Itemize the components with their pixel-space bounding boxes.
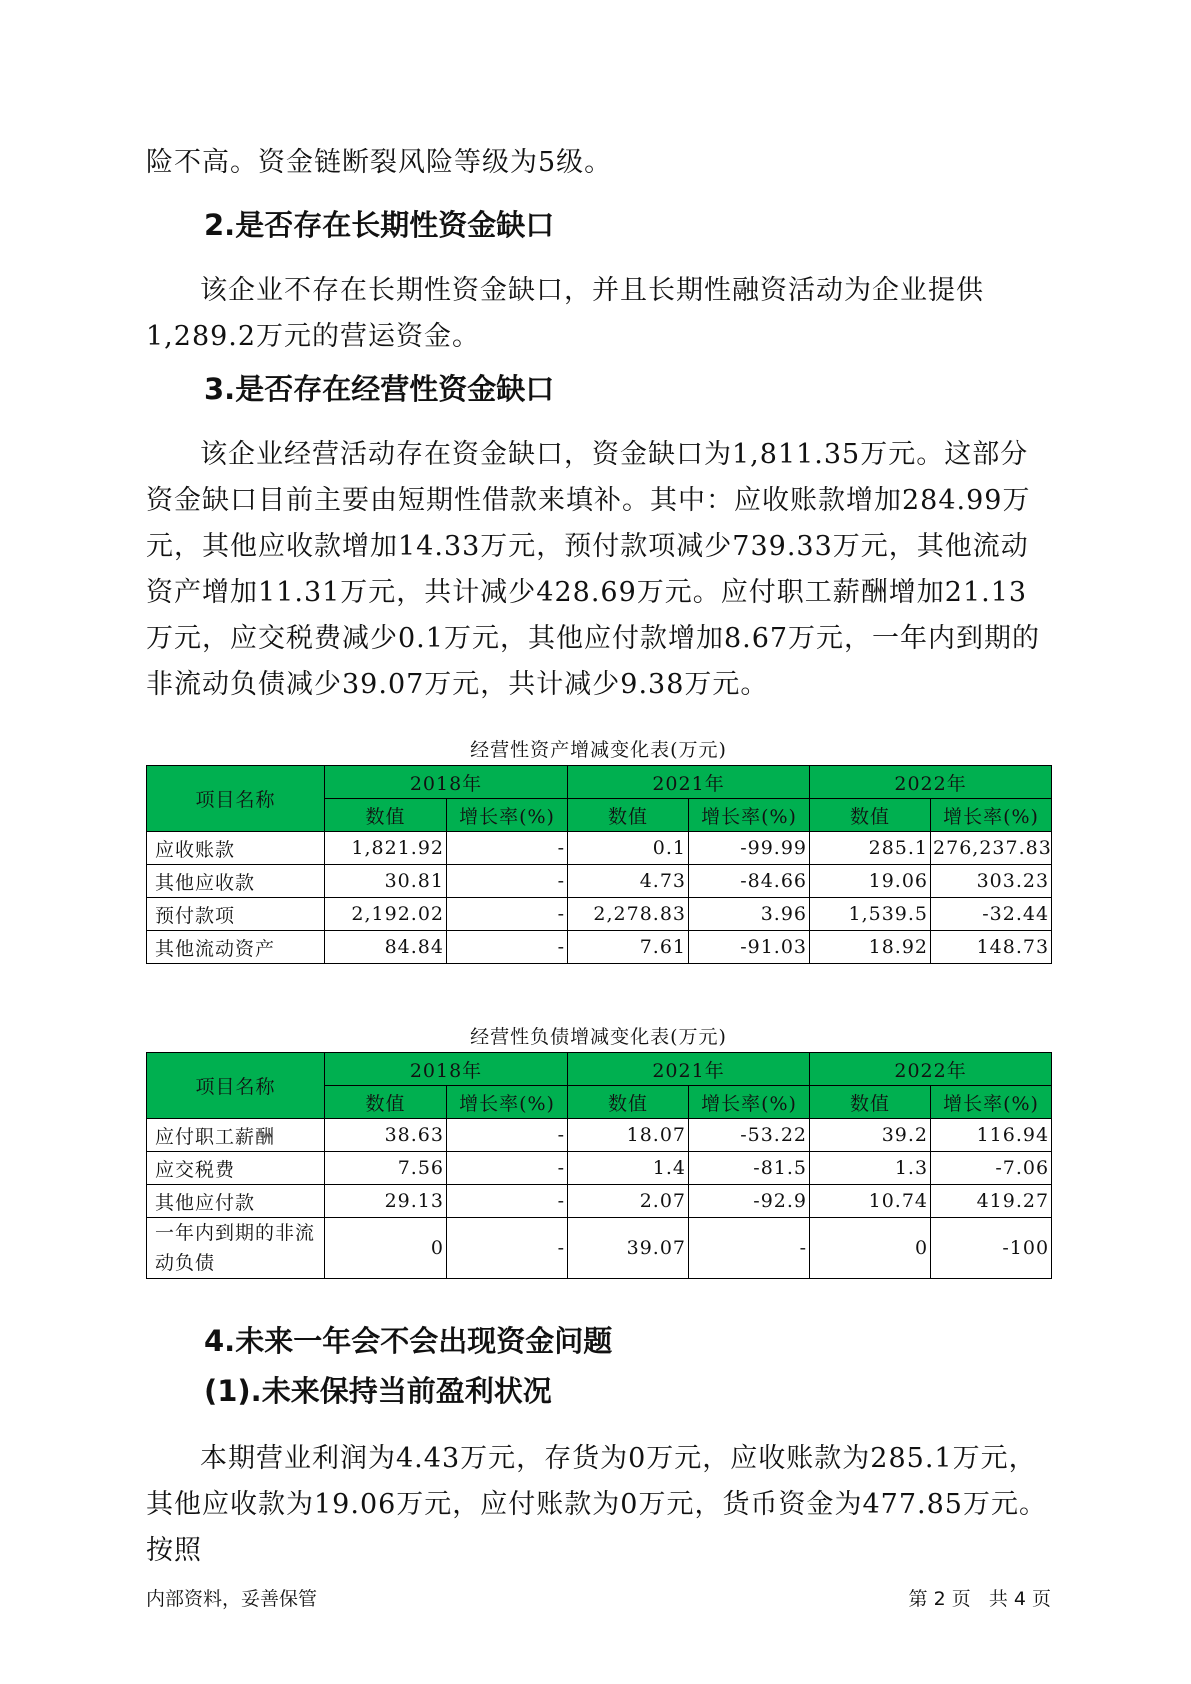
row-name: 其他应收款 <box>147 865 325 898</box>
row-name: 应交税费 <box>147 1152 325 1185</box>
cell: 19.06 <box>810 865 931 898</box>
row-name: 其他应付款 <box>147 1185 325 1218</box>
cell: - <box>447 898 568 931</box>
cell: -53.22 <box>689 1119 810 1152</box>
table-row <box>147 832 1052 865</box>
table2-caption: 经营性负债增减变化表(万元) <box>470 1026 727 1048</box>
cell: - <box>447 832 568 865</box>
cell: -92.9 <box>689 1185 810 1218</box>
paragraph-2: 该企业不存在长期性资金缺口，并且长期性融资活动为企业提供1,289.2万元的营运资金。 <box>146 275 984 352</box>
cell: -7.06 <box>931 1152 1052 1185</box>
row-name: 应付职工薪酬 <box>147 1119 325 1152</box>
growth-header: 增长率(%) <box>689 1086 810 1119</box>
heading-4: 4.未来一年会不会出现资金问题 <box>204 1324 613 1358</box>
table-row <box>147 931 1052 964</box>
year-header: 2018年 <box>325 1053 568 1086</box>
cell: 1.3 <box>810 1152 931 1185</box>
value-header: 数值 <box>568 1086 689 1119</box>
table-row <box>147 898 1052 931</box>
cell: -84.66 <box>689 865 810 898</box>
cell: 30.81 <box>325 865 447 898</box>
cell: 0.1 <box>568 832 689 865</box>
row-name: 一年内到期的非流动负债 <box>147 1218 325 1279</box>
cell: 29.13 <box>325 1185 447 1218</box>
value-header: 数值 <box>810 799 931 832</box>
cell: 7.56 <box>325 1152 447 1185</box>
cell: 4.73 <box>568 865 689 898</box>
year-header: 2022年 <box>810 1053 1052 1086</box>
heading-4-1: (1).未来保持当前盈利状况 <box>204 1374 552 1408</box>
cell: 0 <box>810 1218 931 1279</box>
asset-change-table <box>146 765 1052 964</box>
value-header: 数值 <box>325 799 447 832</box>
cell: -32.44 <box>931 898 1052 931</box>
cell: -99.99 <box>689 832 810 865</box>
growth-header: 增长率(%) <box>689 799 810 832</box>
growth-header: 增长率(%) <box>931 1086 1052 1119</box>
paragraph-4: 本期营业利润为4.43万元，存货为0万元，应收账款为285.1万元，其他应收款为19.06万元，应付账款为0万元，货币资金为477.85万元。按照 <box>146 1443 1047 1566</box>
paragraph-intro: 险不高。资金链断裂风险等级为5级。 <box>146 147 613 178</box>
growth-header: 增长率(%) <box>447 1086 568 1119</box>
cell: - <box>447 1218 568 1279</box>
table1-caption: 经营性资产增减变化表(万元) <box>470 739 727 761</box>
cell: 39.07 <box>568 1218 689 1279</box>
growth-header: 增长率(%) <box>447 799 568 832</box>
row-name: 预付款项 <box>147 898 325 931</box>
heading-2: 2.是否存在长期性资金缺口 <box>204 208 555 242</box>
paragraph-3: 该企业经营活动存在资金缺口，资金缺口为1,811.35万元。这部分资金缺口目前主要由短期性借款来填补。其中：应收账款增加284.99万元，其他应收款增加14.33万元，预付款项减少739.33万元，其他流动资产增加11.31万元，共计减少428.69万元。应付职工薪酬增加21.13万元，应交税费减少0.1万元，其他应付款增加8.67万元，一年内到期的非流动负债减少39.07万元，共计减少9.38万元。 <box>146 439 1041 700</box>
footer-confidential: 内部资料，妥善保管 <box>146 1588 318 1610</box>
cell: 84.84 <box>325 931 447 964</box>
cell: 7.61 <box>568 931 689 964</box>
cell: -91.03 <box>689 931 810 964</box>
table-row <box>147 865 1052 898</box>
table-row <box>147 1119 1052 1152</box>
cell: 419.27 <box>931 1185 1052 1218</box>
cell: 10.74 <box>810 1185 931 1218</box>
cell: - <box>447 1185 568 1218</box>
cell: -100 <box>931 1218 1052 1279</box>
cell: - <box>447 1152 568 1185</box>
item-name-header: 项目名称 <box>147 1053 325 1119</box>
table-row <box>147 1185 1052 1218</box>
cell: - <box>447 1119 568 1152</box>
heading-3: 3.是否存在经营性资金缺口 <box>204 372 555 406</box>
cell: 0 <box>325 1218 447 1279</box>
value-header: 数值 <box>325 1086 447 1119</box>
year-header: 2021年 <box>568 766 810 799</box>
item-name-header: 项目名称 <box>147 766 325 832</box>
footer-page-number: 第 2 页 共 4 页 <box>908 1588 1051 1610</box>
liability-change-table <box>146 1052 1052 1279</box>
cell: 18.92 <box>810 931 931 964</box>
year-header: 2021年 <box>568 1053 810 1086</box>
cell: - <box>447 865 568 898</box>
cell: 18.07 <box>568 1119 689 1152</box>
year-header: 2022年 <box>810 766 1052 799</box>
cell: 39.2 <box>810 1119 931 1152</box>
row-name: 其他流动资产 <box>147 931 325 964</box>
table-row <box>147 1218 1052 1279</box>
cell: -81.5 <box>689 1152 810 1185</box>
cell: 1,539.5 <box>810 898 931 931</box>
cell: 2,278.83 <box>568 898 689 931</box>
cell: 276,237.83 <box>931 832 1052 865</box>
cell: 2,192.02 <box>325 898 447 931</box>
year-header: 2018年 <box>325 766 568 799</box>
value-header: 数值 <box>810 1086 931 1119</box>
cell: 1.4 <box>568 1152 689 1185</box>
cell: 1,821.92 <box>325 832 447 865</box>
growth-header: 增长率(%) <box>931 799 1052 832</box>
cell: - <box>689 1218 810 1279</box>
cell: 2.07 <box>568 1185 689 1218</box>
row-name: 应收账款 <box>147 832 325 865</box>
table-row <box>147 1152 1052 1185</box>
cell: 38.63 <box>325 1119 447 1152</box>
cell: 303.23 <box>931 865 1052 898</box>
value-header: 数值 <box>568 799 689 832</box>
cell: 148.73 <box>931 931 1052 964</box>
cell: 116.94 <box>931 1119 1052 1152</box>
cell: - <box>447 931 568 964</box>
cell: 3.96 <box>689 898 810 931</box>
cell: 285.1 <box>810 832 931 865</box>
